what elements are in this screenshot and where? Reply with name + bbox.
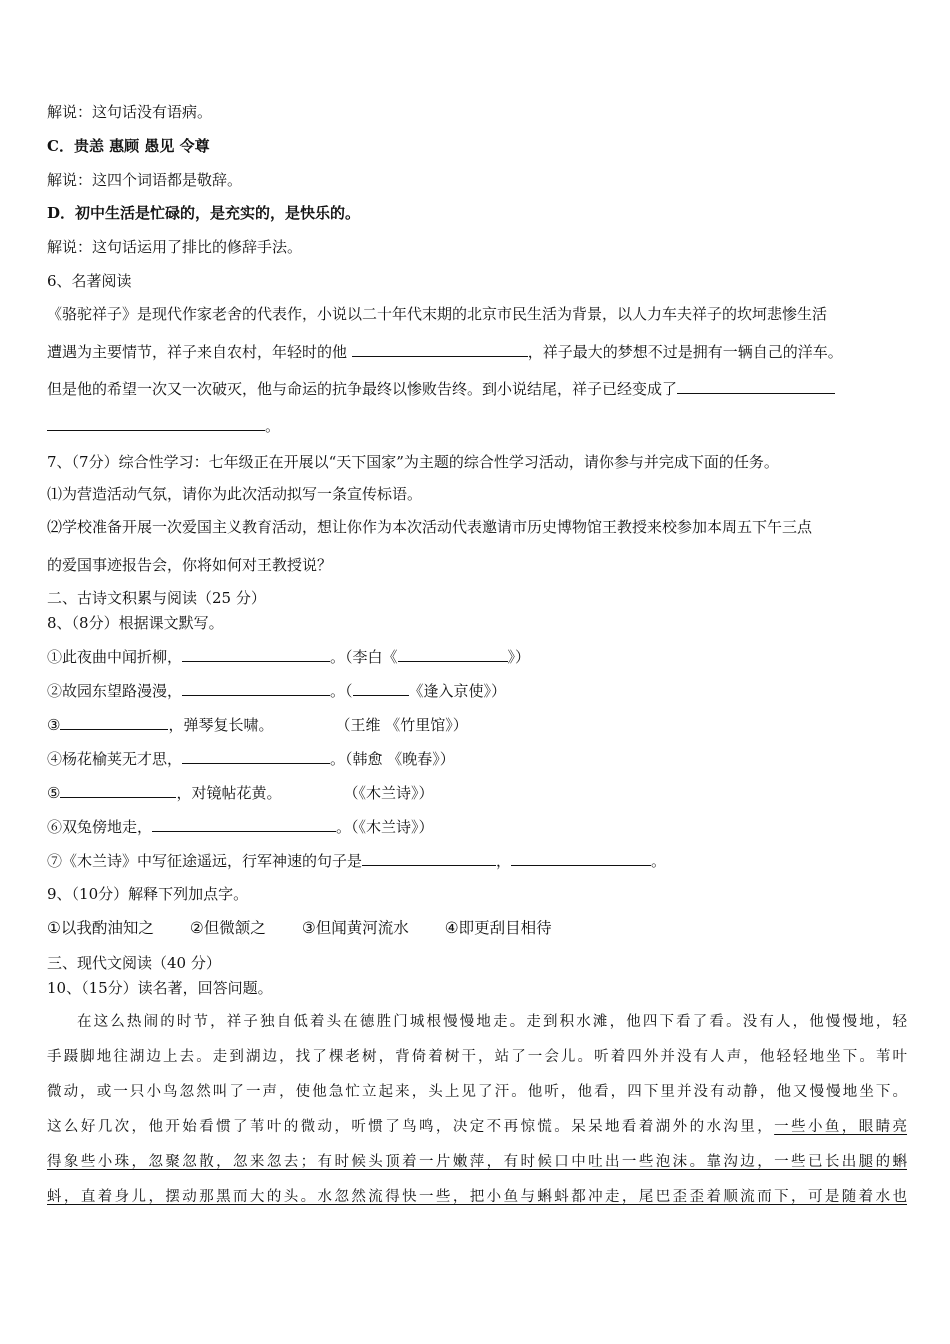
q9-items [47, 918, 552, 938]
question-6-line-1: 《骆驼祥子》是现代作家老舍的代表作，小说以二十年代末期的北京市民生活为背景，以人力车夫祥子的坎坷悲惨生活 [47, 305, 828, 323]
q8-item-2 [47, 680, 506, 701]
q8-1-source-end: 》） [507, 648, 531, 666]
explanation-d: 解说：这句话运用了排比的修辞手法。 [47, 238, 303, 256]
passage-line-3: 微动，或一只小鸟忽然叫了一声，使他急忙立起来，头上见了汗。他听，他看，四下里并没有动静，他又慢慢地坐下。 [47, 1084, 907, 1100]
q9-item-4: ④即更刮目相待 [444, 919, 552, 937]
q8-1-blank[interactable] [182, 646, 330, 662]
q8-item-5 [47, 782, 433, 803]
passage-line-5-underlined: 得象些小珠，忽聚忽散，忽来忽去；有时候头顶着一片嫩萍，有时候口中吐出一些泡沫。靠沟边，一些已长出腿的蝌 [47, 1154, 907, 1170]
passage-line-6-underlined: 蚪，直着身儿，摆动那黑而大的头。水忽然流得快一些，把小鱼与蝌蚪都冲走，尾巴歪歪着顺流而下，可是随着水也 [47, 1189, 907, 1205]
q8-6-source: 。（《木兰诗》） [336, 818, 434, 836]
passage-underlined-start: 一些小鱼，眼睛亮 [774, 1119, 908, 1135]
q8-5-blank[interactable] [60, 782, 176, 798]
q8-6-blank[interactable] [152, 816, 336, 832]
question-7-task-2-line-1: ⑵学校准备开展一次爱国主义教育活动，想让你作为本次活动代表邀请市历史博物馆王教授来校参加本周五下午三点 [47, 518, 813, 536]
q8-2-source-end: 《逢入京使》） [408, 682, 507, 700]
explanation-c: 解说：这四个词语都是敬辞。 [47, 171, 243, 189]
q8-7-blank-2[interactable] [511, 850, 651, 866]
q8-item-1 [47, 646, 530, 667]
q8-3-source: （王维 《竹里馆》） [335, 716, 468, 734]
question-6-title: 6、名著阅读 [47, 272, 132, 290]
q8-5-text: ，对镜帖花黄。 [176, 784, 282, 802]
option-c-text: C．贵恙 惠顾 愚见 令尊 [47, 137, 210, 155]
section-2-heading: 二、古诗文积累与阅读（25 分） [47, 589, 266, 607]
passage-line-4-text: 这么好几次，他开始看惯了苇叶的微动，听惯了鸟鸣，决定不再惊慌。呆呆地看着湖外的水沟里， [47, 1119, 775, 1135]
q8-1-text: ①此夜曲中闻折柳， [47, 648, 183, 666]
q8-7-text: ⑦《木兰诗》中写征途遥远，行军神速的句子是 [47, 852, 363, 870]
q8-2-author-blank[interactable] [353, 680, 409, 696]
q6-text-a: 遭遇为主要情节，祥子来自农村，年轻时的他 [47, 343, 348, 361]
q9-item-2: ②但微颔之 [189, 919, 266, 937]
q8-5-num: ⑤ [47, 784, 61, 802]
q6-end: 。 [265, 417, 281, 435]
q8-3-text: ，弹琴复长啸。 [168, 716, 274, 734]
question-8-title: 8、（8分）根据课文默写。 [47, 614, 224, 632]
q8-item-6 [47, 816, 434, 837]
q9-item-1: ①以我酌油知之 [47, 919, 154, 937]
question-7-task-1: ⑴为营造活动气氛，请你为此次活动拟写一条宣传标语。 [47, 485, 423, 503]
passage-line-1: 在这么热闹的时节，祥子独自低着头在德胜门城根慢慢地走。走到积水滩，他四下看了看。没有人，他慢慢地，轻 [77, 1014, 907, 1030]
q8-4-source: 。（韩愈 《晚春》） [330, 750, 455, 768]
q6-text-b: ，祥子最大的梦想不过是拥有一辆自己的洋车。 [527, 343, 843, 361]
question-6-line-3 [47, 378, 835, 399]
passage-line-2: 手蹑脚地往湖边上去。走到湖边，找了棵老树，背倚着树干，站了一会儿。听着四外并没有人声，他轻轻地坐下。苇叶 [47, 1049, 907, 1065]
q8-2-source: 。（ [330, 682, 353, 700]
q8-7-blank-1[interactable] [362, 850, 496, 866]
passage-line-4 [47, 1117, 907, 1137]
q8-1-title-blank[interactable] [398, 646, 508, 662]
q8-item-7 [47, 850, 666, 871]
q8-2-text: ②故园东望路漫漫， [47, 682, 183, 700]
q6-answer-blank-1[interactable] [352, 341, 528, 357]
question-7-task-2-line-2: 的爱国事迹报告会，你将如何对王教授说？ [47, 556, 333, 574]
q8-item-4 [47, 748, 455, 769]
q8-item-3 [47, 714, 468, 735]
q8-1-source: 。（李白《 [330, 648, 398, 666]
q8-4-text: ④杨花榆荚无才思， [47, 750, 183, 768]
q8-6-text: ⑥双兔傍地走， [47, 818, 153, 836]
question-6-line-2 [47, 341, 843, 362]
option-d [47, 203, 360, 223]
q6-answer-blank-3[interactable] [47, 415, 265, 431]
question-6-line-4 [47, 415, 280, 436]
explanation-b: 解说：这句话没有语病。 [47, 103, 213, 121]
q9-item-3: ③但闻黄河流水 [301, 919, 409, 937]
option-d-text: D．初中生活是忙碌的，是充实的，是快乐的。 [47, 204, 361, 222]
question-10-title: 10、（15分）读名著，回答问题。 [47, 979, 273, 997]
q8-3-num: ③ [47, 716, 61, 734]
option-c [47, 136, 210, 156]
q8-2-blank[interactable] [182, 680, 330, 696]
q6-text-c: 但是他的希望一次又一次破灭，他与命运的抗争最终以惨败告终。到小说结尾，祥子已经变成了 [47, 380, 678, 398]
q8-4-blank[interactable] [182, 748, 330, 764]
section-3-heading: 三、现代文阅读（40 分） [47, 954, 221, 972]
question-9-title: 9、（10分）解释下列加点字。 [47, 885, 249, 903]
q8-5-source: （《木兰诗》） [343, 784, 434, 802]
q8-7-end: 。 [651, 852, 667, 870]
q8-3-blank[interactable] [60, 714, 168, 730]
q8-7-comma: ， [496, 852, 512, 870]
question-7-title: 7、（7分）综合性学习：七年级正在开展以“天下国家”为主题的综合性学习活动，请你参与并完成下面的任务。 [47, 453, 779, 471]
q6-answer-blank-2[interactable] [677, 378, 835, 394]
